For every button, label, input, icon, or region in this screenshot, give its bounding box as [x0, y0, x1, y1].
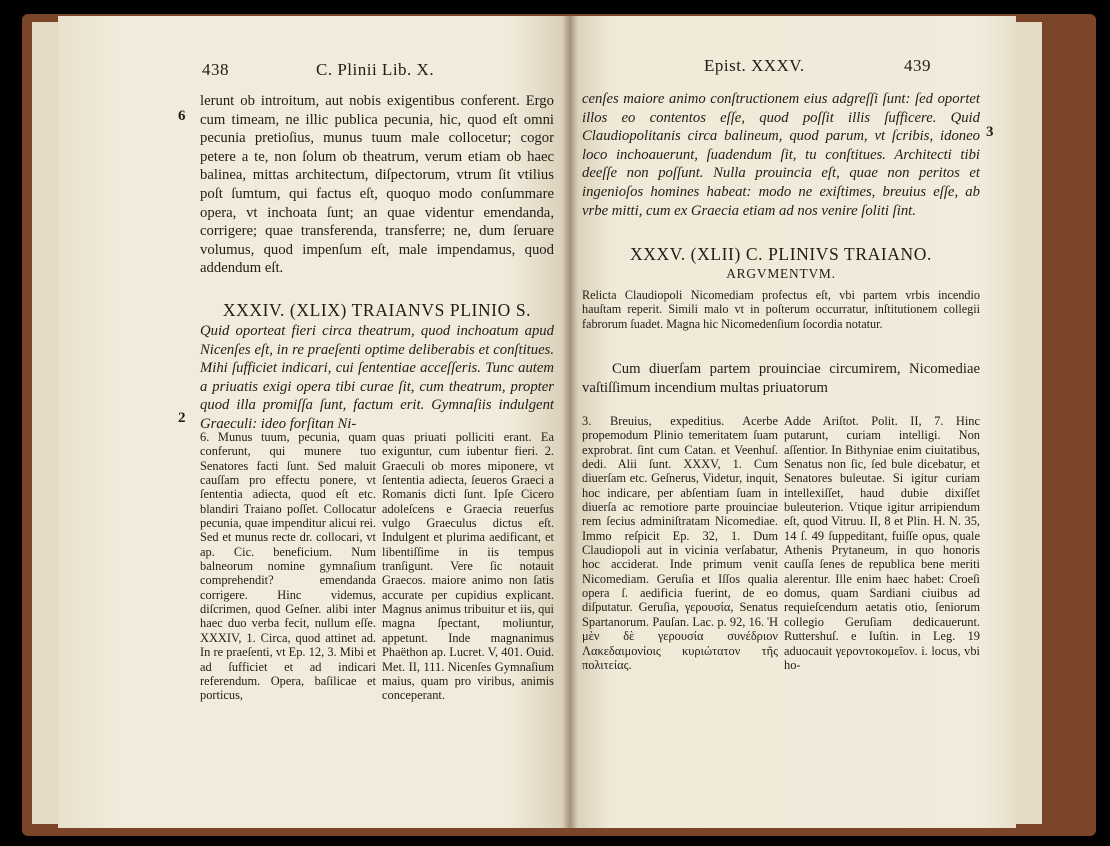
- margin-number: 2: [178, 410, 186, 426]
- letter-title: XXXIV. (XLIX) TRAIANVS PLINIO S.: [222, 300, 532, 320]
- right-page: [570, 16, 1016, 828]
- letter-text: cenſes maiore animo conſtructionem eius adgreſſi ſunt: ſed oportet illos eo contentos eſſe, quod poſſit illis ſufficere. Quid Claudiopolitanis circa balineum, quod parum, vt ſcribis, idoneo loco inchoauerunt, ſuadendum ſit, tu conſtitues. Architecti tibi deeſſe non poſſunt. Nulla prouincia eſt, quae non peritos et ingenioſos homines habeat: modo ne exiſtimes, breuius eſſe, ab vrbe mitti, cum ex Graecia etiam ad nos venire ſoliti ſint.: [582, 91, 980, 219]
- letter-text: Quid oporteat fieri circa theatrum, quod inchoatum apud Nicenſes eſt, in re praeſenti optime deliberabis et conſtitues. Mihi ſufficiet indicari, cui ſententiae acceſſeris. Tunc autem a priuatis exigi opera tibi curae ſit, cum theatrum, propter quod illa promiſſa ſunt, factum erit. Gymnaſiis indulgent Graeculi: ideo forſitan Ni-: [200, 323, 554, 432]
- body-text: Cum diuerſam partem prouinciae circumirem, Nicomediae vaſtiſſimum incendium multas priuatorum: [582, 361, 980, 396]
- margin-number: 6: [178, 108, 186, 124]
- page-edges-right: [1012, 22, 1042, 824]
- page-number: 438: [202, 60, 229, 79]
- running-head: Epist. XXXV.: [704, 56, 805, 75]
- page-number: 439: [904, 56, 931, 75]
- left-page: [58, 16, 570, 828]
- argument-text: Relicta Claudiopoli Nicomediam profectus eſt, vbi partem vrbis incendio hauſtam reperit. Simili malo vt in poſterum occurratur, inſtitutionem collegii fabrorum ſuadet. Magna hic Nicomedenſium ſocordia notatur.: [582, 288, 980, 331]
- footnotes-column-2: Adde Ariſtot. Polit. II, 7. Hinc putarunt, curiam intelligi. Non aſſentior. In Bithyniae enim ciuitatibus, Senatus non ſic, ſed bule dicebatur, et Senatores buleutae. Si igitur curiam intellexiſſet, haud dubie dixiſſet buleuterion. Vtique igitur arripiendum eſt, quod Vitruu. II, 8 et Plin. H. N. 35, 14 ſ. 49 ſuppeditant, fuiſſe opus, quale Athenis Prytaneum, in quo honoris cauſſa ſenes de republica bene meriti alerentur. Ille enim haec habet: Croeſi domus, quam Sardiani ciuibus ad requieſcendum aetatis otio, ſeniorum collegio Geruſiam dedicauerunt. Ruttershuſ. e Iuſtin. in Leg. 19 aduocauit γεροντοκομεῖον. i. locus, vbi ho-: [784, 414, 980, 672]
- body-text: lerunt ob introitum, aut nobis exigentibus conferent. Ergo cum timeam, ne illic publica pecunia, hic, quod eſt omni pecunia pretioſius, munus tuum male collocetur; cogor petere a te, non ſolum ob theatrum, verum etiam ob haec balinea, mittas architectum, diſpectorum, vtrum ſit vtilius poſt ſumtum, qui factus eſt, quoquo modo conſummare opera, vt inchoata ſunt; an quae videntur emendanda, corrigere; quae transferenda, transferre; ne, dum ſeruare volumus, quod impenſum eſt, male impendamus, quod addendum eſt.: [200, 93, 554, 277]
- footnotes-column-1: 3. Breuius, expeditius. Acerbe propemodum Plinio temeritatem ſuam exprobrat. ſint cum Catan. et Veenhuſ. dedi. Alii ſunt. XXXV, 1. Cum diuerſam etc. Geſnerus, Videtur, inquit, hoc indicare, per abſentiam ſuam in diuerſa ac remotiore parte prouinciae rem ſecius adminiſtratam Nicomediae. Immo reſpicit Ep. 32, 1. Dum Claudiopoli aut in vicinia verſabatur, hoc acciderat. Inde primum venit Nicomediam. Geruſia et Iſſos qualia opera ſ. aedificia fuerint, de eo diſputatur. Geruſia, γερουσία, Senatus Spartanorum. Pauſan. Lac. p. 92, 16. Ἡ μὲν δὲ γερουσία συνέδριον Λακεδαιμονίοις κυριώτατον τῆς πολιτείας.: [582, 414, 778, 672]
- argument-heading: ARGVMENTVM.: [726, 266, 836, 281]
- footnotes-column-2: quas priuati polliciti erant. Ea exiguntur, cum iubentur fieri. 2. Graeculi ob mores miponere, vt ſententia adiecta, ſeueros Graeci a Romanis dicti ſunt. Ipſe Cicero adoleſcens e Graecia reuerſus vulgo Graeculus dictus eſt. Indulgent et plurima aedificant, et libentiſſime in iis tempus tranſigunt. Vere ſic notauit Graecos. maiore animo non ſatis accurate per cupidius explicant. Magnus animus tribuitur et iis, qui magna ſpectant, moliuntur, appetunt. Inde magnanimus Phaëthon ap. Lucret. V, 401. Ouid. Met. II, 111. Nicenſes Gymnaſium maius, quam pro viribus, animis conceperant.: [382, 430, 554, 703]
- margin-number: 3: [986, 124, 994, 140]
- letter-title: XXXV. (XLII) C. PLINIVS TRAIANO.: [630, 244, 932, 264]
- book-gutter: [562, 16, 578, 828]
- running-head: C. Plinii Lib. X.: [316, 60, 435, 79]
- footnotes-column-1: 6. Munus tuum, pecunia, quam conferunt, qui munere tuo Senatores facti ſunt. Sed maluit cauſſam pro effectu ponere, vt ſententia adiecta, quod eſt etc. blandiri Traiano poſſet. Collocatur pecunia, quae impenditur alicui rei. Sed et munus recte dr. collocari, vt ap. Cic. beneficium. Num balneorum nomine gymnaſium comprehendit? emendanda corrigere. Hinc videmus, diſcrimen, quod Geſner. alibi inter haec duo verba fecit, nullum eſſe. XXXIV, 1. Circa, quod attinet ad. In re praeſenti, vt Ep. 12, 3. Mibi et ad ſufficiet et ad indicari referendum. Opera, baſilicae et porticus,: [200, 430, 376, 703]
